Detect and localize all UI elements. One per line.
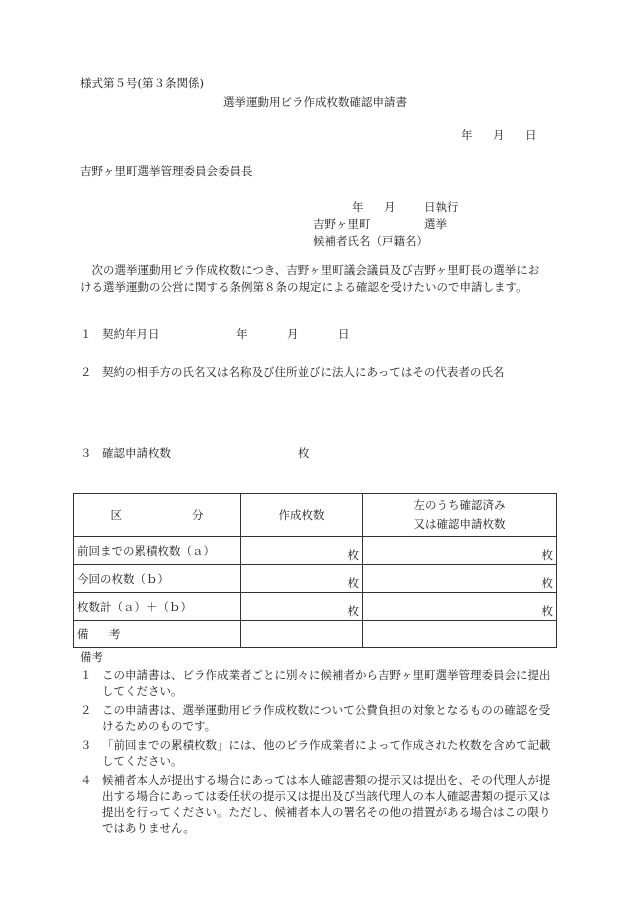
note-text: 候補者本人が提出する場合にあっては本人確認書類の提示又は提出を、その代理人が提出する場合にあっては委任状の提示又は提出及び当該代理人の本人確認書類の提示又は提出を行ってください。ただし、候補者本人の署名その他の措置がある場合はこの限りではありません。 — [102, 773, 551, 835]
election-name — [313, 218, 447, 232]
form-number: 様式第５号(第３条関係) — [80, 76, 204, 90]
remarks-confirmed-cell[interactable] — [363, 621, 557, 648]
item3-unit: 枚 — [298, 446, 310, 460]
note-text: この申請書は、選挙運動用ビラ作成枚数について公費負担の対象となるものの確認を受けるためのものです。 — [102, 703, 551, 733]
header-confirmed-line2: 又は確認申請枚数 — [413, 517, 506, 531]
item3-label: 確認申請枚数 — [102, 446, 171, 460]
election-label: 選挙 — [424, 217, 447, 231]
row-confirmed-unit[interactable]: 枚 — [363, 593, 557, 621]
note-number: １ — [80, 668, 92, 682]
note-number: ２ — [80, 703, 92, 717]
note-number: ４ — [80, 773, 92, 787]
note-item — [80, 667, 554, 699]
addressee: 吉野ヶ里町選挙管理委員会委員長 — [80, 164, 253, 178]
row-label: 今回の枚数（ｂ） — [74, 565, 241, 593]
note-number: ３ — [80, 738, 92, 752]
row-created-unit[interactable]: 枚 — [241, 593, 363, 621]
row-confirmed-unit[interactable]: 枚 — [363, 537, 557, 565]
remarks-label-b: 考 — [109, 627, 121, 641]
remarks-label — [74, 621, 241, 648]
item1-label: 契約年月日 — [102, 327, 160, 341]
exec-day: 日執行 — [424, 200, 459, 214]
row-confirmed-unit[interactable]: 枚 — [363, 565, 557, 593]
header-category — [74, 494, 241, 537]
header-confirmed-count — [363, 494, 557, 537]
row-label: 前回までの累積枚数（ａ） — [74, 537, 241, 565]
row-created-unit[interactable]: 枚 — [241, 537, 363, 565]
item3-number: ３ — [80, 446, 92, 460]
item-requested-count — [80, 447, 310, 461]
election-town: 吉野ヶ里町 — [313, 217, 371, 231]
application-body: 次の選挙運動用ビラ作成枚数につき、吉野ヶ里町議会議員及び吉野ヶ里町長の選挙における選挙運動の公営に関する条例第８条の規定による確認を受けたいので申請します。 — [80, 263, 540, 294]
table-row — [74, 593, 557, 621]
remarks-label-a: 備 — [77, 627, 89, 641]
item1-month: 月 — [287, 327, 299, 341]
exec-month: 月 — [384, 200, 396, 214]
candidate-name-label: 候補者氏名（戸籍名） — [313, 234, 428, 248]
item2-label: 契約の相手方の氏名又は名称及び住所並びに法人にあってはその代表者の氏名 — [102, 365, 505, 379]
date-month: 月 — [493, 128, 505, 142]
table-row — [74, 565, 557, 593]
item1-day: 日 — [338, 327, 350, 341]
item1-year: 年 — [236, 327, 248, 341]
row-label: 枚数計（ａ）＋（ｂ） — [74, 593, 241, 621]
document-title: 選挙運動用ビラ作成枚数確認申請書 — [223, 95, 407, 109]
table-header-row — [74, 494, 557, 537]
header-category-2: 分 — [192, 508, 204, 522]
row-created-unit[interactable]: 枚 — [241, 565, 363, 593]
notes-list — [80, 667, 554, 839]
submission-date — [461, 129, 537, 143]
date-year: 年 — [461, 128, 473, 142]
note-text: 「前回までの累積枚数」には、他のビラ作成業者によって作成された枚数を含めて記載してください。 — [102, 738, 551, 768]
exec-year: 年 — [352, 200, 364, 214]
header-confirmed-line1: 左のうち確認済み — [413, 498, 506, 512]
note-item — [80, 737, 554, 769]
note-item — [80, 772, 554, 836]
note-text: この申請書は、ビラ作成業者ごとに別々に候補者から吉野ヶ里町選挙管理委員会に提出してください。 — [102, 668, 551, 698]
item2-number: ２ — [80, 365, 92, 379]
note-item — [80, 702, 554, 734]
item-contractor — [80, 366, 504, 380]
flyer-count-table — [73, 493, 557, 648]
item-contract-date — [80, 328, 350, 342]
table-remarks-row — [74, 621, 557, 648]
header-created-count: 作成枚数 — [241, 494, 363, 537]
remarks-created-cell[interactable] — [241, 621, 363, 648]
table-row — [74, 537, 557, 565]
election-date — [352, 201, 459, 215]
item1-number: １ — [80, 327, 92, 341]
notes-heading: 備考 — [80, 650, 103, 664]
header-category-1: 区 — [110, 508, 122, 522]
date-day: 日 — [525, 128, 537, 142]
